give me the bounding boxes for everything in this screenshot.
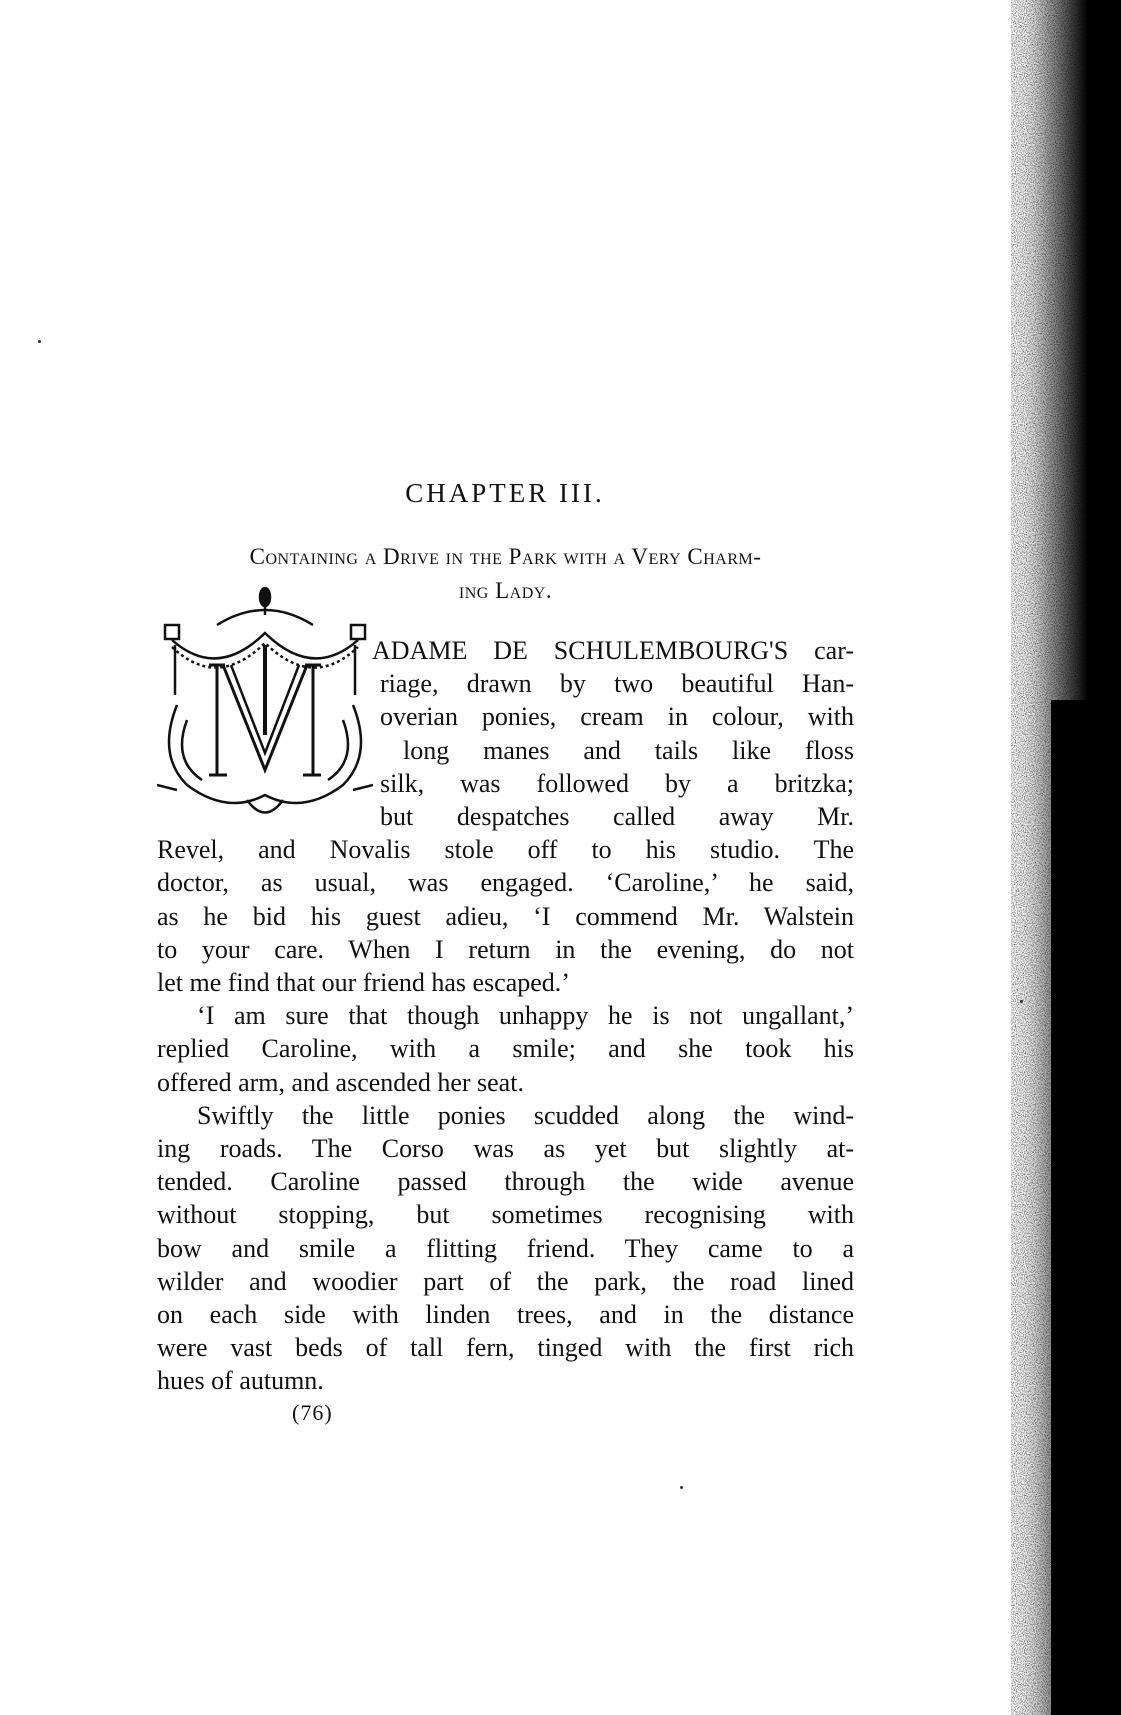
text-line: as he bid his guest adieu, ‘I commend Mr. Walstein xyxy=(157,901,854,931)
text-line: offered arm, and ascended her seat. xyxy=(157,1067,524,1097)
text-line: ADAME DE SCHULEMBOURG'S car- xyxy=(372,636,854,665)
text-line: ing roads. The Corso was as yet but slightly at- xyxy=(157,1134,854,1163)
text-line: silk, was followed by a britzka; xyxy=(380,768,854,798)
text-line: overian ponies, cream in colour, with xyxy=(380,702,854,732)
chapter-subtitle-line-1: Containing a Drive in the Park with a Very Charm- xyxy=(249,544,762,569)
text-line: were vast beds of tall fern, tinged with the first rich xyxy=(157,1333,854,1363)
text-line: on each side with linden trees, and in the distance xyxy=(157,1300,854,1329)
scan-speck xyxy=(680,1486,683,1489)
text-line: hues of autumn. xyxy=(157,1366,324,1396)
text-line: let me find that our friend has escaped.’ xyxy=(157,968,570,997)
text-line: long manes and tails like floss xyxy=(403,735,854,765)
ornamental-drop-cap-m xyxy=(157,585,373,825)
text-line: Revel, and Novalis stole off to his studio. The xyxy=(157,835,854,865)
text-line: ‘I am sure that though unhappy he is not ungallant,’ xyxy=(197,1001,854,1031)
text-line: Swiftly the little ponies scudded along the wind- xyxy=(197,1100,854,1130)
text-line: to your care. When I return in the evening, do not xyxy=(157,934,854,964)
text-line: doctor, as usual, was engaged. ‘Caroline,’ he said, xyxy=(157,868,854,898)
text-line: riage, drawn by two beautiful Han- xyxy=(380,669,854,699)
text-line: replied Caroline, with a smile; and she took his xyxy=(157,1034,854,1064)
chapter-title: CHAPTER III. xyxy=(405,478,605,508)
scanned-page-edge-shadow xyxy=(1011,0,1121,1715)
text-line: without stopping, but sometimes recognising with xyxy=(157,1200,854,1230)
scan-speck xyxy=(1020,1000,1023,1003)
page-number: (76) xyxy=(292,1400,333,1425)
text-line: but despatches called away Mr. xyxy=(380,802,854,831)
chapter-subtitle-line-2: ing Lady. xyxy=(458,578,553,603)
text-line: wilder and woodier part of the park, the road lined xyxy=(157,1266,854,1296)
scan-speck xyxy=(38,340,41,343)
text-line: tended. Caroline passed through the wide avenue xyxy=(157,1167,854,1197)
text-line: bow and smile a flitting friend. They came to a xyxy=(157,1233,854,1263)
